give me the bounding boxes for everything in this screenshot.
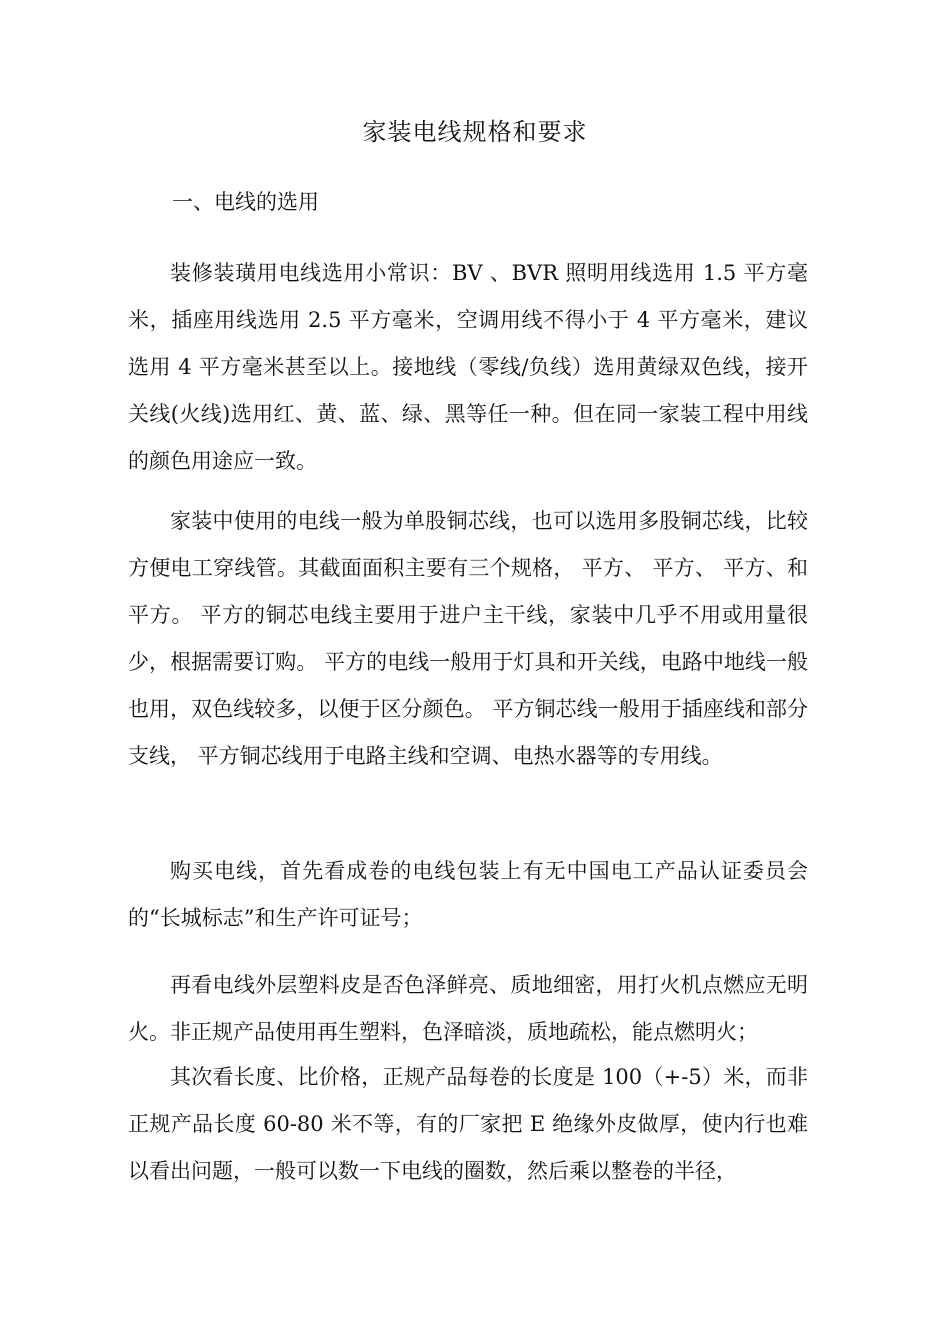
- document-title: 家装电线规格和要求: [362, 118, 588, 146]
- section-heading: 一、电线的选用: [172, 190, 319, 214]
- paragraph-insulation-check: 再看电线外层塑料皮是否色泽鲜亮、质地细密，用打火机点燃应无明火。非正规产品使用再生塑料，色泽暗淡，质地疏松，能点燃明火；: [128, 973, 808, 1044]
- paragraph-certification-mark: 购买电线，首先看成卷的电线包装上有无中国电工产品认证委员会的“长城标志”和生产许可证号；: [128, 859, 808, 930]
- paragraph-copper-wire-specs: 家装中使用的电线一般为单股铜芯线，也可以选用多股铜芯线，比较方便电工穿线管。其截面面积主要有三个规格， 平方、 平方、 平方、和 平方。 平方的铜芯电线主要用于进户主干线，家装中几乎不用或用量很少，根据需要订购。 平方的电线一般用于灯具和开关线，电路中地线一般也用，双色线较多，以便于区分颜色。 平方铜芯线一般用于插座线和部分支线， 平方铜芯线用于电路主线和空调、电热水器等的专用线。: [128, 509, 808, 768]
- paragraph-wire-selection: 装修装璜用电线选用小常识：BV 、BVR 照明用线选用 1.5 平方毫米，插座用线选用 2.5 平方毫米，空调用线不得小于 4 平方毫米，建议选用 4 平方毫米甚至以上。接地线（零线/负线）选用黄绿双色线，接开关线(火线)选用红、黄、蓝、绿、黑等任一种。但在同一家装工程中用线的颜色用途应一致。: [128, 261, 808, 473]
- paragraph-length-price: 其次看长度、比价格，正规产品每卷的长度是 100（+-5）米，而非正规产品长度 60-80 米不等，有的厂家把 E 绝缘外皮做厚，使内行也难以看出问题，一般可以数一下电线的圈数，然后乘以整卷的半径，: [128, 1065, 808, 1183]
